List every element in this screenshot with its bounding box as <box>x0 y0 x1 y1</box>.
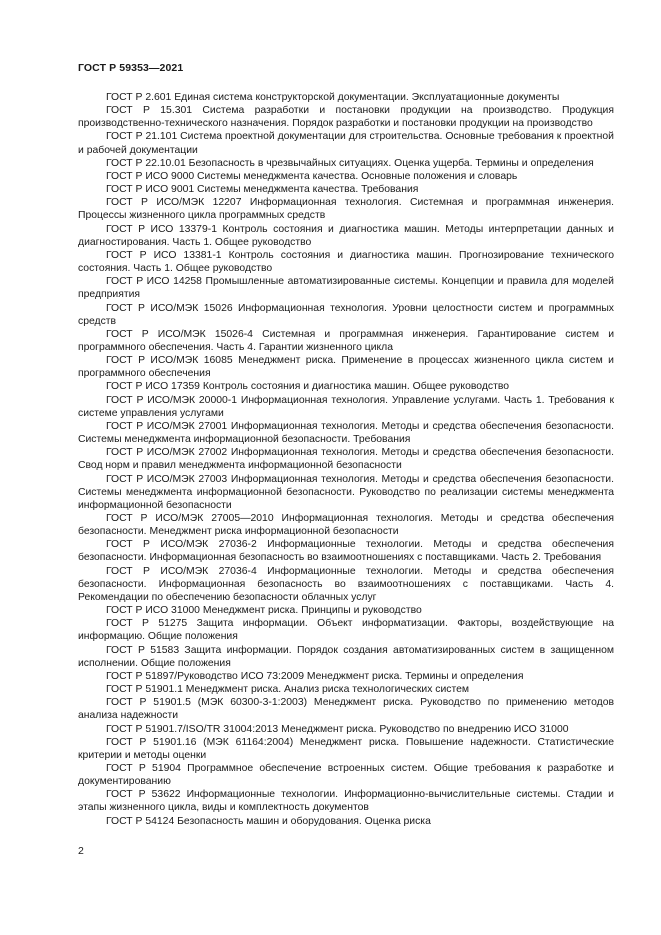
reference-item: ГОСТ Р 51901.7/ISO/TR 31004:2013 Менеджмент риска. Руководство по внедрению ИСО 31000 <box>106 723 569 735</box>
reference-item: ГОСТ Р 15.301 Система разработки и постановки продукции на производство. Продукция производственно-технического назначения. Порядок разработки и постановки продукции на производство <box>78 105 614 130</box>
reference-item: ГОСТ Р ИСО 13379-1 Контроль состояния и диагностика машин. Методы интерпретации данных и диагностирования. Часть 1. Общее руководство <box>78 223 614 248</box>
reference-item: ГОСТ Р 21.101 Система проектной документации для строительства. Основные требования к проектной и рабочей документации <box>78 131 614 156</box>
document-header: ГОСТ Р 59353—2021 <box>78 62 184 74</box>
reference-item: ГОСТ Р ИСО/МЭК 27001 Информационная технология. Методы и средства обеспечения безопасности. Системы менеджмента информационной безопасности. Требования <box>78 420 614 446</box>
reference-item: ГОСТ Р ИСО/МЭК 12207 Информационная технология. Системная и программная инженерия. Процессы жизненного цикла программных средств <box>78 197 614 222</box>
reference-item: ГОСТ Р ИСО/МЭК 27003 Информационная технология. Методы и средства обеспечения безопасности. Системы менеджмента информационной безопасности. Руководство по реализации системы менеджмента информационной безопасности <box>78 473 614 511</box>
reference-item: ГОСТ Р ИСО/МЭК 16085 Менеджмент риска. Применение в процессах жизненного цикла систем и программного обеспечения <box>78 355 614 380</box>
reference-item: ГОСТ Р ИСО/МЭК 27005—2010 Информационная технология. Методы и средства обеспечения безопасности. Менеджмент риска информационной безопасности <box>78 513 614 538</box>
reference-item: ГОСТ Р 54124 Безопасность машин и оборудования. Оценка риска <box>106 815 431 827</box>
reference-item: ГОСТ Р ИСО/МЭК 15026-4 Системная и программная инженерия. Гарантирование систем и программного обеспечения. Часть 4. Гарантии жизненного цикла <box>78 328 614 353</box>
reference-item: ГОСТ Р 51897/Руководство ИСО 73:2009 Менеджмент риска. Термины и определения <box>106 670 524 682</box>
reference-item: ГОСТ Р ИСО 17359 Контроль состояния и диагностика машин. Общее руководство <box>106 381 510 393</box>
reference-item: ГОСТ Р 51901.1 Менеджмент риска. Анализ риска технологических систем <box>106 684 470 696</box>
reference-item: ГОСТ Р 51904 Программное обеспечение встроенных систем. Общие требования к разработке и документированию <box>78 762 614 788</box>
reference-item: ГОСТ Р ИСО 9001 Системы менеджмента качества. Требования <box>106 184 419 196</box>
normative-references-list <box>78 91 614 828</box>
reference-item: ГОСТ Р 51901.5 (МЭК 60300-3-1:2003) Менеджмент риска. Руководство по применению методов анализа надежности <box>78 697 614 722</box>
reference-item: ГОСТ Р 22.10.01 Безопасность в чрезвычайных ситуациях. Оценка ущерба. Термины и определения <box>106 157 594 169</box>
reference-item: ГОСТ Р 51901.16 (МЭК 61164:2004) Менеджмент риска. Повышение надежности. Статистические критерии и методы оценки <box>78 736 614 761</box>
reference-item: ГОСТ Р 53622 Информационные технологии. Информационно-вычислительные системы. Стадии и этапы жизненного цикла, виды и комплектность документов <box>78 789 614 814</box>
reference-item: ГОСТ Р 2.601 Единая система конструкторской документации. Эксплуатационные документы <box>106 92 560 103</box>
reference-item: ГОСТ Р ИСО/МЭК 20000-1 Информационная технология. Управление услугами. Часть 1. Требования к системе управления услугами <box>78 394 614 419</box>
reference-item: ГОСТ Р 51275 Защита информации. Объект информатизации. Факторы, воздействующие на информацию. Общие положения <box>78 618 614 643</box>
reference-item: ГОСТ Р ИСО/МЭК 27036-2 Информационные технологии. Методы и средства обеспечения безопасности. Информационная безопасность во взаимоотношениях с поставщиками. Часть 2. Требования <box>78 539 614 564</box>
reference-item: ГОСТ Р ИСО/МЭК 15026 Информационная технология. Уровни целостности систем и программных средств <box>78 302 614 327</box>
page-number: 2 <box>78 845 84 857</box>
reference-item: ГОСТ Р ИСО 31000 Менеджмент риска. Принципы и руководство <box>106 605 422 617</box>
reference-item: ГОСТ Р ИСО 14258 Промышленные автоматизированные системы. Концепции и правила для моделей предприятия <box>78 276 614 301</box>
reference-item: ГОСТ Р ИСО 13381-1 Контроль состояния и диагностика машин. Прогнозирование технического состояния. Часть 1. Общее руководство <box>78 249 614 275</box>
reference-item: ГОСТ Р ИСО/МЭК 27002 Информационная технология. Методы и средства обеспечения безопасности. Свод норм и правил менеджмента информационной безопасности <box>78 447 614 472</box>
reference-item: ГОСТ Р ИСО/МЭК 27036-4 Информационные технологии. Методы и средства обеспечения безопасности. Информационная безопасность во взаимоотношениях с поставщиками. Часть 4. Рекомендации по обеспечению безопасности облачных услуг <box>78 565 614 603</box>
reference-item: ГОСТ Р 51583 Защита информации. Порядок создания автоматизированных систем в защищенном исполнении. Общие положения <box>78 644 614 669</box>
reference-item: ГОСТ Р ИСО 9000 Системы менеджмента качества. Основные положения и словарь <box>106 170 518 182</box>
